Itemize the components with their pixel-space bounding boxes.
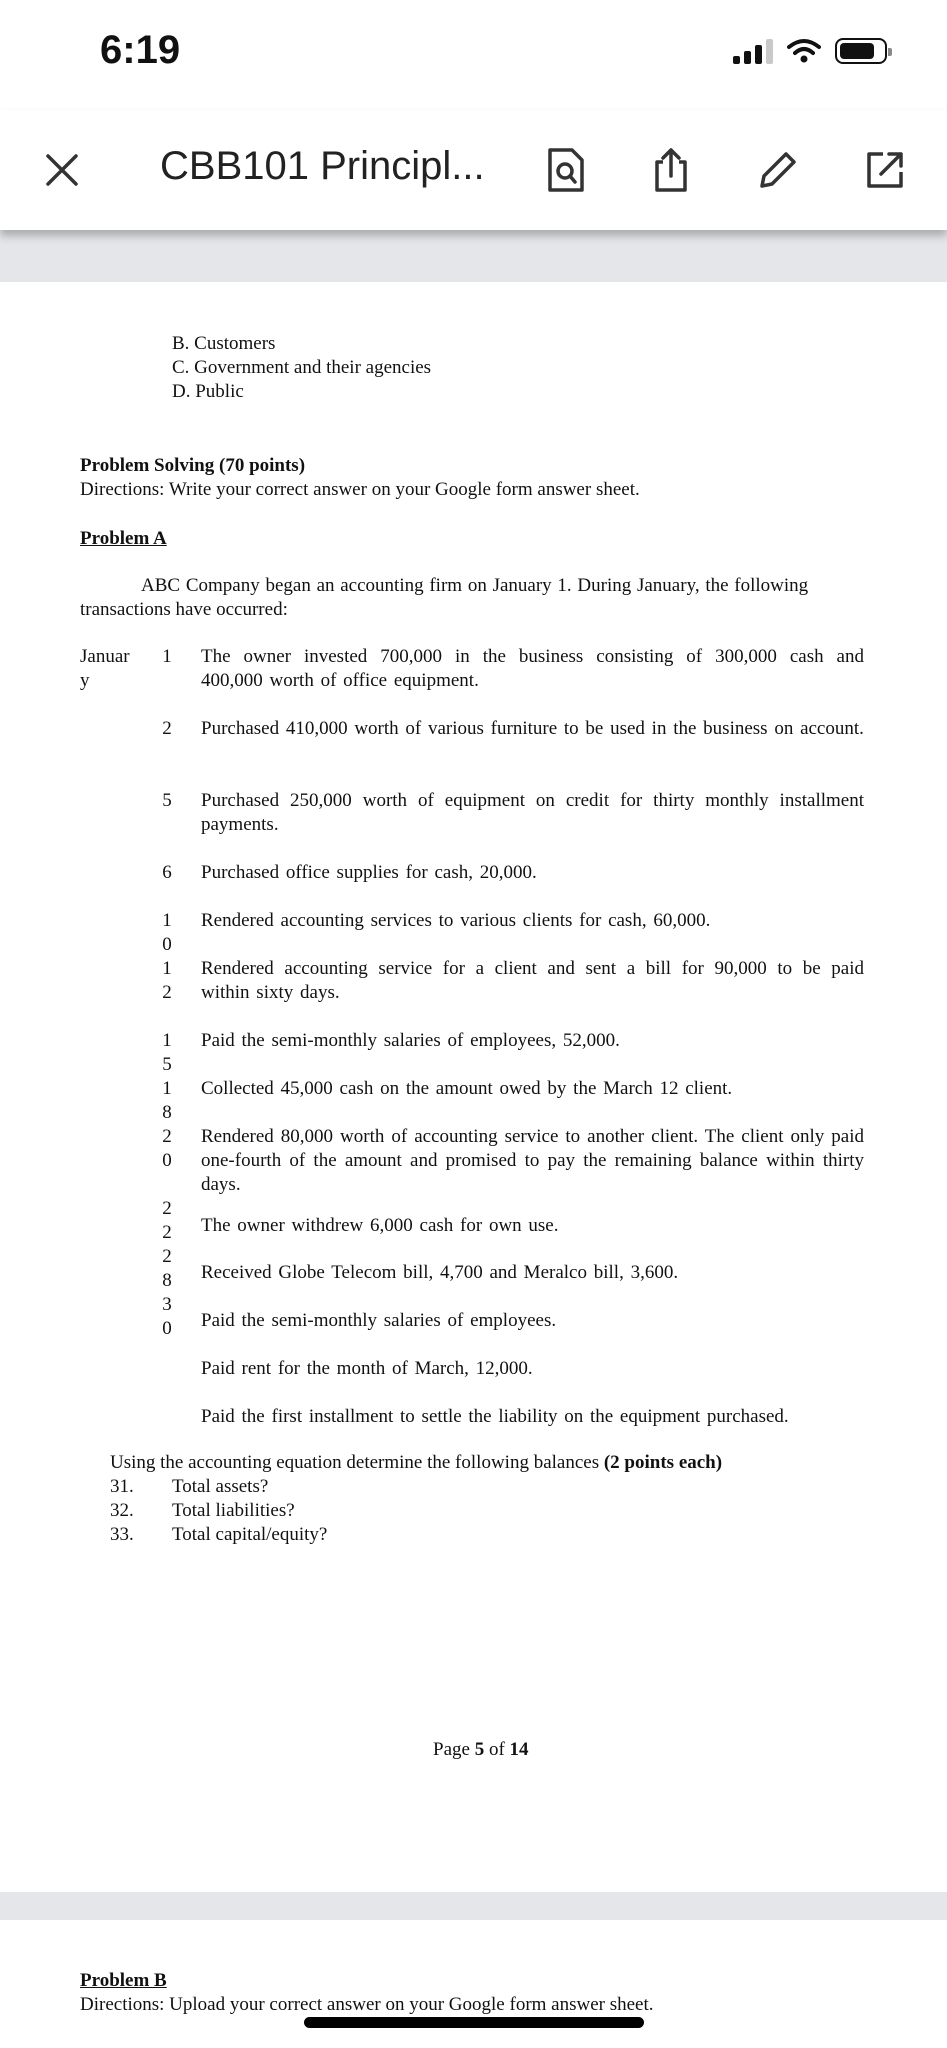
day-digit: 2	[162, 1222, 172, 1243]
transaction-item: Rendered 80,000 worth of accounting service to another client. The client only paid one-fourth of the amount and promised to pay the remaining balance within thirty days.	[201, 1126, 864, 1195]
home-indicator[interactable]	[304, 2017, 644, 2028]
footer-mid: of	[484, 1739, 510, 1760]
status-icons	[733, 38, 887, 64]
transaction-item: Paid the semi-monthly salaries of employees, 52,000.	[201, 1030, 620, 1051]
intro-line-1: ABC Company began an accounting firm on January 1. During January, the following	[141, 575, 809, 596]
day-digit: 6	[162, 862, 172, 883]
transaction-item: Purchased 250,000 worth of equipment on credit for thirty monthly installment payments.	[201, 790, 864, 835]
document-title: CBB101 Principl...	[160, 144, 485, 188]
day-digit: 3	[162, 1294, 172, 1315]
day-digit: 1	[162, 910, 172, 931]
document-toolbar	[0, 110, 947, 230]
day-digit: 2	[162, 1246, 172, 1267]
transaction-item: Collected 45,000 cash on the amount owed by the March 12 client.	[201, 1078, 733, 1099]
day-digit: 8	[162, 1270, 172, 1291]
question-text: Total capital/equity?	[172, 1524, 328, 1545]
day-number: 1	[162, 646, 172, 667]
day-digit: 2	[162, 982, 172, 1003]
problem-a-title: Problem A	[80, 528, 167, 549]
day-digit: 2	[162, 1126, 172, 1147]
transaction-item: The owner withdrew 6,000 cash for own use.	[201, 1215, 559, 1236]
transaction-item: Rendered accounting services to various clients for cash, 60,000.	[201, 910, 711, 931]
page-separator	[0, 1892, 947, 1920]
option-b: B. Customers	[172, 333, 276, 354]
cellular-signal-icon	[733, 38, 773, 64]
problem-b-directions: Directions: Upload your correct answer on your Google form answer sheet.	[80, 1994, 654, 2015]
question-number: 31.	[110, 1476, 134, 1497]
answer-options	[172, 332, 431, 404]
transaction-item: Purchased office supplies for cash, 20,000.	[201, 862, 537, 883]
day-digit: 0	[162, 934, 172, 955]
status-bar	[0, 0, 947, 110]
equation-instruction	[110, 1451, 722, 1475]
transaction-item: The owner invested 700,000 in the business consisting of 300,000 cash and 400,000 worth of office equipment.	[201, 646, 864, 691]
equation-points: (2 points each)	[603, 1452, 723, 1473]
document-search-icon	[544, 146, 588, 194]
question-text: Total liabilities?	[172, 1500, 295, 1521]
option-d: D. Public	[172, 381, 244, 402]
open-external-icon	[863, 148, 907, 192]
battery-icon	[835, 38, 887, 64]
day-digit: 1	[162, 1030, 172, 1051]
share-button[interactable]	[643, 142, 699, 198]
wifi-icon	[787, 38, 821, 64]
day-digit: 2	[162, 1198, 172, 1219]
day-digit: 5	[162, 1054, 172, 1075]
footer-current-page: 5	[474, 1739, 485, 1760]
transaction-item: Paid the first installment to settle the liability on the equipment purchased.	[201, 1406, 789, 1427]
question-number: 32.	[110, 1500, 134, 1521]
day-digit: 0	[162, 1318, 172, 1339]
day-digit: 5	[162, 790, 172, 811]
problem-b-title: Problem B	[80, 1970, 167, 1991]
equation-instruction-text: Using the accounting equation determine the following balances	[110, 1452, 604, 1473]
day-digit: 0	[162, 1150, 172, 1171]
month-label-wrap: y	[80, 670, 90, 691]
question-number: 33.	[110, 1524, 134, 1545]
footer-total-pages: 14	[509, 1739, 529, 1760]
intro-line-2: transactions have occurred:	[80, 599, 288, 620]
day-digit: 1	[162, 958, 172, 979]
section-directions: Directions: Write your correct answer on your Google form answer sheet.	[80, 479, 640, 500]
transaction-item: Paid the semi-monthly salaries of employees.	[201, 1310, 557, 1331]
day-digit: 2	[162, 718, 172, 739]
edit-button[interactable]	[750, 142, 806, 198]
open-external-button[interactable]	[857, 142, 913, 198]
transaction-item: Purchased 410,000 worth of various furniture to be used in the business on account.	[201, 718, 864, 739]
question-text: Total assets?	[172, 1476, 269, 1497]
day-digit: 8	[162, 1102, 172, 1123]
status-time: 6:19	[100, 28, 181, 72]
day-digit: 1	[162, 1078, 172, 1099]
month-label: Januar	[80, 646, 130, 667]
share-icon	[649, 146, 693, 194]
option-c: C. Government and their agencies	[172, 357, 432, 378]
footer-prefix: Page	[433, 1739, 475, 1760]
section-heading: Problem Solving (70 points)	[80, 455, 306, 476]
search-document-button[interactable]	[538, 142, 594, 198]
transaction-item: Received Globe Telecom bill, 4,700 and Meralco bill, 3,600.	[201, 1262, 679, 1283]
transaction-item: Rendered accounting service for a client and sent a bill for 90,000 to be paid within sixty days.	[201, 958, 864, 1003]
pdf-page-5	[0, 282, 947, 1892]
pencil-icon	[756, 148, 800, 192]
transaction-item: Paid rent for the month of March, 12,000.	[201, 1358, 533, 1379]
page-number-footer	[433, 1738, 529, 1762]
close-icon[interactable]	[38, 146, 86, 194]
page-separator	[0, 230, 947, 282]
pdf-page-6	[0, 1920, 947, 2048]
